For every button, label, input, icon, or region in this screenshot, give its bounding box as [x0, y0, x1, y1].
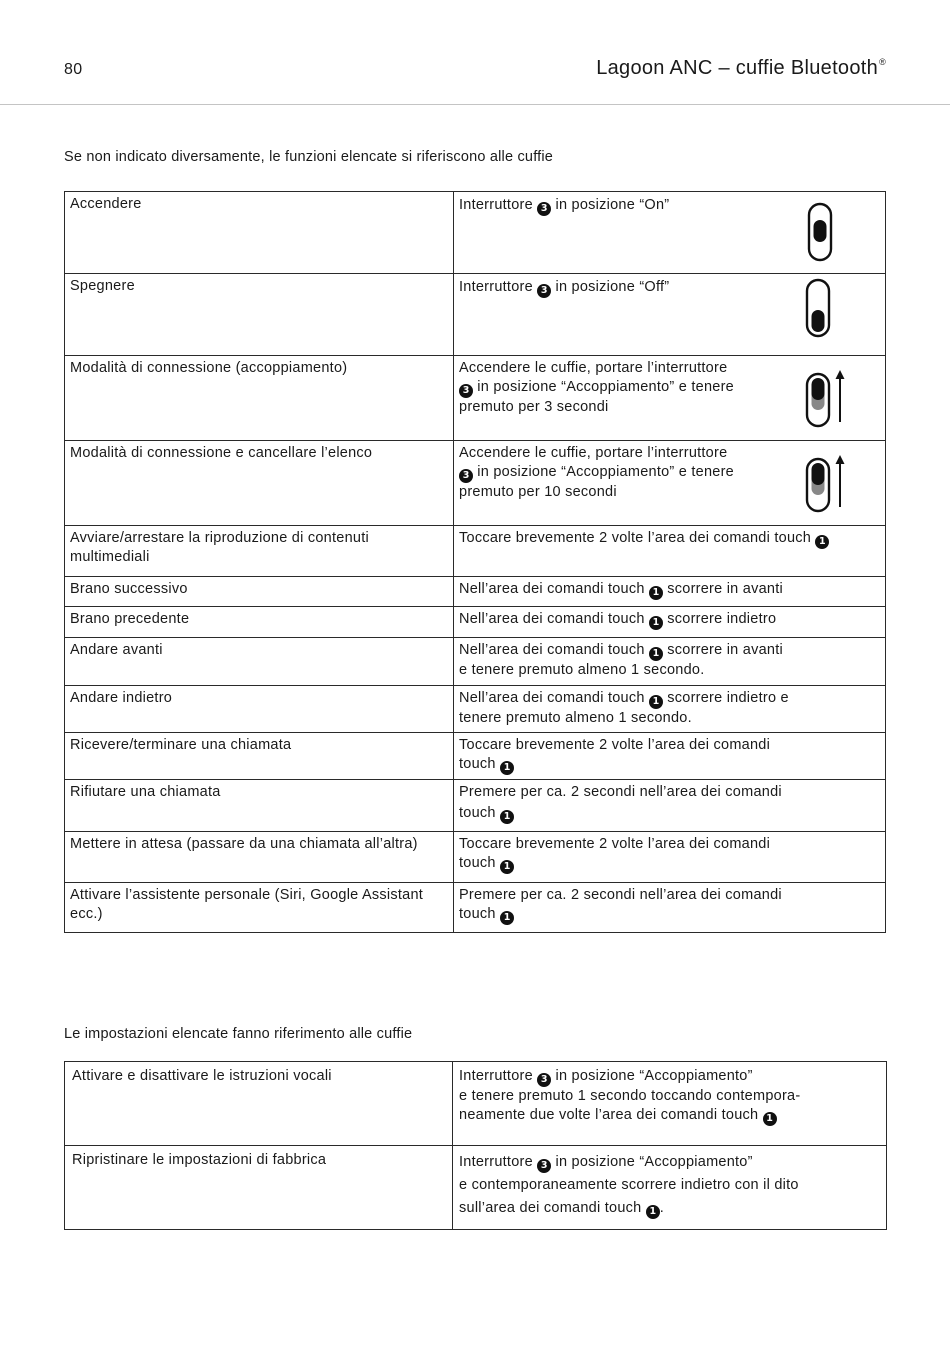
- switch-on-icon: [806, 202, 836, 264]
- action-cell: [454, 577, 886, 607]
- action-line: [459, 641, 880, 661]
- function-cell: Modalità di connessione e cancellare l’elenco: [65, 441, 454, 526]
- function-cell: Ricevere/terminare una chiamata: [65, 733, 454, 780]
- action-cell: [454, 192, 886, 274]
- action-cell: [453, 1062, 887, 1146]
- action-line: [459, 1197, 881, 1220]
- touch-number-badge: 1: [649, 616, 663, 630]
- function-cell: Ripristinare le impostazioni di fabbrica: [65, 1146, 453, 1230]
- table-row: [65, 733, 886, 780]
- table-row: [65, 607, 886, 638]
- action-text: tenere premuto almeno 1 secondo.: [459, 710, 692, 726]
- function-cell: Andare indietro: [65, 686, 454, 733]
- action-text: in posizione “On”: [555, 197, 670, 213]
- touch-number-badge: 1: [500, 911, 514, 925]
- table-row: [65, 883, 886, 933]
- touch-number-badge: 1: [815, 535, 829, 549]
- table-row: [65, 780, 886, 832]
- action-text: Interruttore: [459, 197, 533, 213]
- table-row: [65, 526, 886, 577]
- table-row: [65, 192, 886, 274]
- switch-pairing-icon: [804, 453, 848, 515]
- function-cell: Avviare/arrestare la riproduzione di contenuti multimediali: [65, 526, 454, 577]
- function-cell: Brano precedente: [65, 607, 454, 638]
- function-cell: Brano successivo: [65, 577, 454, 607]
- action-text: Interruttore: [459, 1154, 533, 1170]
- table-row: [65, 274, 886, 356]
- action-cell: [454, 638, 886, 686]
- action-text: in posizione “Accoppiamento”: [555, 1068, 753, 1084]
- touch-number-badge: 1: [500, 860, 514, 874]
- action-text: neamente due volte l’area dei comandi touch: [459, 1107, 759, 1123]
- action-line: [459, 905, 880, 925]
- touch-number-badge: 1: [649, 586, 663, 600]
- page-title-text: Lagoon ANC – cuffie Bluetooth: [596, 57, 879, 79]
- action-text: .: [659, 1200, 665, 1216]
- switch-pairing-icon: [804, 368, 848, 430]
- switch-number-badge: 3: [459, 469, 473, 483]
- touch-number-badge: 1: [763, 1112, 777, 1126]
- settings-intro: Le impostazioni elencate fanno riferimento alle cuffie: [64, 1026, 413, 1042]
- table-row: [65, 577, 886, 607]
- action-line: [459, 1067, 881, 1087]
- action-cell: [454, 607, 886, 638]
- action-text: touch: [459, 756, 496, 772]
- functions-intro: Se non indicato diversamente, le funzioni elencate si riferiscono alle cuffie: [64, 149, 554, 165]
- table-row: [65, 638, 886, 686]
- function-cell: Rifiutare una chiamata: [65, 780, 454, 832]
- action-text: sull’area dei comandi touch: [459, 1200, 642, 1216]
- function-cell: Andare avanti: [65, 638, 454, 686]
- action-line: [459, 854, 880, 874]
- switch-number-badge: 3: [537, 284, 551, 298]
- touch-number-badge: 1: [500, 761, 514, 775]
- header-divider: [0, 104, 950, 105]
- switch-number-badge: 3: [537, 202, 551, 216]
- action-line: [459, 689, 880, 709]
- action-text: e tenere premuto 1 secondo toccando contempora-: [459, 1088, 801, 1104]
- action-cell: [454, 526, 886, 577]
- touch-number-badge: 1: [646, 1205, 660, 1219]
- action-text: Interruttore: [459, 279, 533, 295]
- action-text: in posizione “Accoppiamento”: [555, 1154, 753, 1170]
- action-text: e tenere premuto almeno 1 secondo.: [459, 662, 705, 678]
- table-row: [65, 356, 886, 441]
- action-line: [459, 755, 880, 775]
- function-cell: Attivare e disattivare le istruzioni vocali: [65, 1062, 453, 1146]
- action-text: in posizione “Accoppiamento” e tenere: [477, 464, 734, 480]
- action-text: scorrere indietro e: [667, 690, 789, 706]
- action-text: in posizione “Off”: [555, 279, 670, 295]
- action-cell: [454, 883, 886, 933]
- table-row: [65, 441, 886, 526]
- touch-number-badge: 1: [649, 647, 663, 661]
- action-text: scorrere indietro: [667, 611, 777, 627]
- function-cell: Accendere: [65, 192, 454, 274]
- action-cell: [454, 686, 886, 733]
- action-cell: [454, 356, 886, 441]
- page-title: [596, 57, 886, 80]
- action-text: premuto per 10 secondi: [459, 484, 617, 500]
- switch-number-badge: 3: [537, 1073, 551, 1087]
- action-cell: [454, 832, 886, 883]
- action-line: [459, 1151, 881, 1174]
- action-text: in posizione “Accoppiamento” e tenere: [477, 379, 734, 395]
- switch-number-badge: 3: [459, 384, 473, 398]
- action-text: Accendere le cuffie, portare l’interruttore: [459, 360, 728, 376]
- action-text: Accendere le cuffie, portare l’interruttore: [459, 445, 728, 461]
- table-row: [65, 1062, 887, 1146]
- action-text: touch: [459, 855, 496, 871]
- action-cell: [454, 733, 886, 780]
- action-text: premuto per 3 secondi: [459, 399, 609, 415]
- touch-number-badge: 1: [649, 695, 663, 709]
- action-text: Nell’area dei comandi touch: [459, 611, 645, 627]
- table-row: [65, 686, 886, 733]
- function-cell: Attivare l’assistente personale (Siri, Google Assistant ecc.): [65, 883, 454, 933]
- functions-table: [64, 191, 886, 933]
- table-row: [65, 1146, 887, 1230]
- action-text: Toccare brevemente 2 volte l’area dei comandi: [459, 836, 771, 852]
- action-cell: [453, 1146, 887, 1230]
- action-cell: [454, 441, 886, 526]
- action-text: Interruttore: [459, 1068, 533, 1084]
- action-text: e contemporaneamente scorrere indietro con il dito: [459, 1177, 799, 1193]
- touch-number-badge: 1: [500, 810, 514, 824]
- function-cell: Modalità di connessione (accoppiamento): [65, 356, 454, 441]
- function-cell: Spegnere: [65, 274, 454, 356]
- switch-off-icon: [804, 278, 834, 340]
- page-number: 80: [64, 61, 83, 78]
- action-text: touch: [459, 805, 496, 821]
- action-line: [459, 804, 880, 824]
- action-text: touch: [459, 906, 496, 922]
- action-text: scorrere in avanti: [667, 642, 783, 658]
- action-text: Premere per ca. 2 secondi nell’area dei comandi: [459, 887, 782, 903]
- action-text: scorrere in avanti: [667, 581, 783, 597]
- action-line: [459, 1106, 881, 1126]
- action-cell: [454, 780, 886, 832]
- action-text: Nell’area dei comandi touch: [459, 642, 645, 658]
- action-text: Nell’area dei comandi touch: [459, 690, 645, 706]
- action-text: Toccare brevemente 2 volte l’area dei comandi: [459, 737, 771, 753]
- action-text: Nell’area dei comandi touch: [459, 581, 645, 597]
- action-text: Premere per ca. 2 secondi nell’area dei comandi: [459, 784, 782, 800]
- action-cell: [454, 274, 886, 356]
- switch-number-badge: 3: [537, 1159, 551, 1173]
- settings-table: [64, 1061, 887, 1230]
- function-cell: Mettere in attesa (passare da una chiamata all’altra): [65, 832, 454, 883]
- action-text: Toccare brevemente 2 volte l’area dei comandi touch: [459, 530, 812, 546]
- table-row: [65, 832, 886, 883]
- trademark-symbol: ®: [879, 57, 886, 67]
